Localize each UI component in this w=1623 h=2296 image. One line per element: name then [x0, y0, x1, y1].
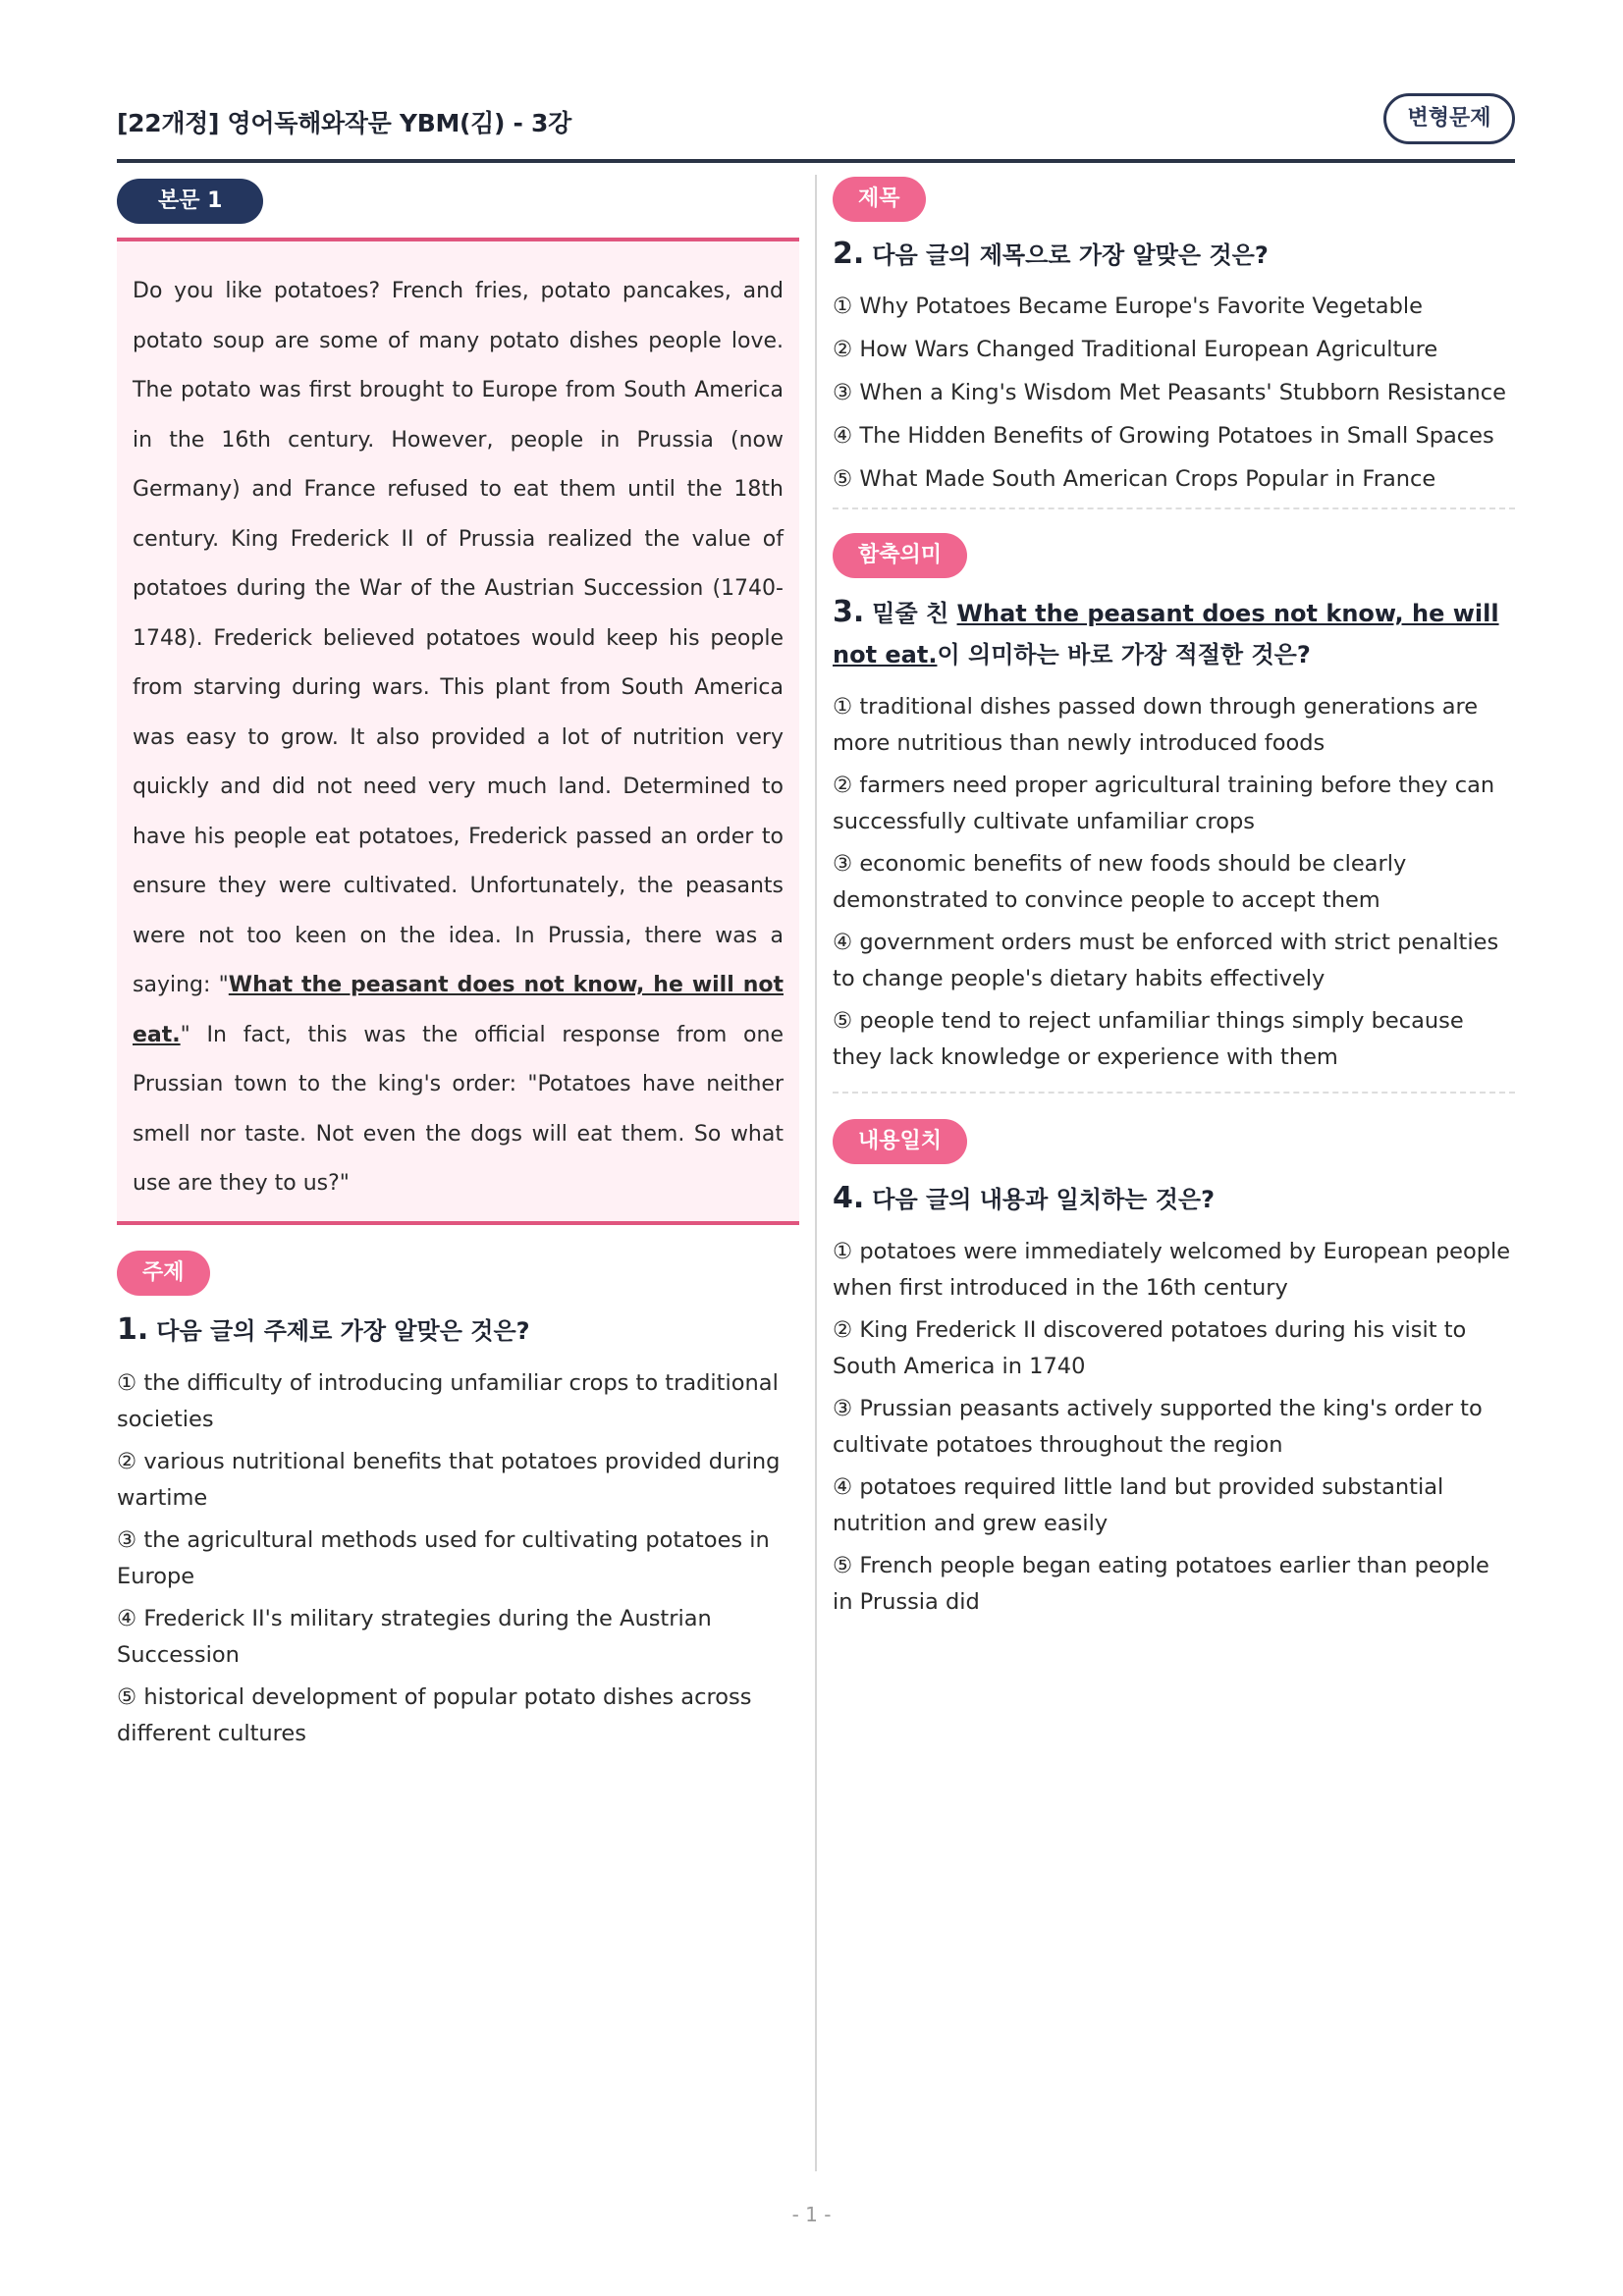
- q1-option-3[interactable]: ③ the agricultural methods used for cultivating potatoes in Europe: [117, 1526, 770, 1589]
- type-badge: 변형문제: [1383, 93, 1515, 144]
- q4-option-4[interactable]: ④ potatoes required little land but provided substantial nutrition and grew easily: [833, 1474, 1444, 1536]
- left-column: [117, 179, 799, 1758]
- q3-prompt-after: 이 의미하는 바로 가장 적절한 것은?: [937, 641, 1311, 668]
- q4-option-1[interactable]: ① potatoes were immediately welcomed by European people when first introduced in the 16th century: [833, 1239, 1511, 1301]
- q3-tag: 함축의미: [833, 533, 967, 578]
- q1-number: 1.: [117, 1311, 149, 1347]
- q4-options: [833, 1234, 1515, 1621]
- q4-prompt: 다음 글의 내용과 일치하는 것은?: [872, 1186, 1216, 1213]
- question-4: [833, 1119, 1515, 1621]
- q2-title: [833, 234, 1515, 276]
- passage-underlined-saying: What the peasant does not know, he will not eat.: [133, 973, 784, 1047]
- column-divider: [815, 175, 817, 2171]
- divider-q3-q4: [833, 1092, 1515, 1094]
- page-title: [22개정] 영어독해와작문 YBM(김) - 3강: [117, 109, 571, 137]
- passage-label: 본문 1: [117, 179, 263, 224]
- divider-q2-q3: [833, 507, 1515, 509]
- question-1: [117, 1251, 799, 1752]
- q2-option-1[interactable]: ① Why Potatoes Became Europe's Favorite Vegetable: [833, 294, 1423, 319]
- q4-number: 4.: [833, 1181, 865, 1215]
- q2-tag: 제목: [833, 177, 926, 222]
- q3-prompt-underlined: What the peasant does not know, he will not eat.: [833, 600, 1499, 668]
- q4-option-2[interactable]: ② King Frederick II discovered potatoes during his visit to South America in 1740: [833, 1317, 1467, 1379]
- page-header: [117, 94, 1515, 163]
- q4-tag: 내용일치: [833, 1119, 967, 1164]
- q3-number: 3.: [833, 595, 865, 629]
- question-2: [833, 177, 1515, 498]
- passage-box: [117, 238, 799, 1225]
- q3-option-1[interactable]: ① traditional dishes passed down through generations are more nutritious than newly introduced foods: [833, 694, 1479, 756]
- passage-text-after: " In fact, this was the official response from one Prussian town to the king's order: "Potatoes have neither smell nor taste. Not even the dogs will eat them. So what use are they to us?": [133, 1022, 784, 1196]
- q4-option-3[interactable]: ③ Prussian peasants actively supported the king's order to cultivate potatoes throughout the region: [833, 1396, 1483, 1458]
- q3-prompt-before: 밑줄 친: [872, 600, 957, 627]
- question-3: [833, 533, 1515, 1076]
- q1-option-2[interactable]: ② various nutritional benefits that potatoes provided during wartime: [117, 1448, 781, 1511]
- q1-prompt: 다음 글의 주제로 가장 알맞은 것은?: [156, 1316, 530, 1345]
- q3-option-3[interactable]: ③ economic benefits of new foods should be clearly demonstrated to convince people to accept them: [833, 851, 1407, 913]
- q2-option-2[interactable]: ② How Wars Changed Traditional European Agriculture: [833, 337, 1438, 362]
- q4-option-5[interactable]: ⑤ French people began eating potatoes earlier than people in Prussia did: [833, 1553, 1489, 1615]
- q4-title: [833, 1178, 1515, 1220]
- q2-options: [833, 288, 1515, 498]
- q3-title: [833, 592, 1515, 675]
- q2-option-4[interactable]: ④ The Hidden Benefits of Growing Potatoes in Small Spaces: [833, 423, 1494, 449]
- q3-option-5[interactable]: ⑤ people tend to reject unfamiliar things simply because they lack knowledge or experience with them: [833, 1008, 1464, 1070]
- q3-option-4[interactable]: ④ government orders must be enforced with strict penalties to change people's dietary habits effectively: [833, 930, 1499, 991]
- q1-option-4[interactable]: ④ Frederick II's military strategies during the Austrian Succession: [117, 1605, 712, 1668]
- q1-option-1[interactable]: ① the difficulty of introducing unfamiliar crops to traditional societies: [117, 1369, 779, 1432]
- q1-title: [117, 1309, 799, 1352]
- q2-number: 2.: [833, 237, 865, 271]
- q2-option-5[interactable]: ⑤ What Made South American Crops Popular in France: [833, 466, 1436, 492]
- q2-option-3[interactable]: ③ When a King's Wisdom Met Peasants' Stubborn Resistance: [833, 380, 1506, 405]
- page-number: - 1 -: [791, 2203, 832, 2226]
- q3-option-2[interactable]: ② farmers need proper agricultural training before they can successfully cultivate unfamiliar crops: [833, 773, 1495, 834]
- q1-option-5[interactable]: ⑤ historical development of popular potato dishes across different cultures: [117, 1683, 752, 1746]
- q1-options: [117, 1365, 799, 1752]
- q2-prompt: 다음 글의 제목으로 가장 알맞은 것은?: [872, 241, 1269, 269]
- passage-text-before: Do you like potatoes? French fries, potato pancakes, and potato soup are some of many potato dishes people love. The potato was first brought to Europe from South America in the 16th century. However, people in Prussia (now Germany) and France refused to eat them until the 18th century. King Frederick II of Prussia realized the value of potatoes during the War of the Austrian Succession (1740-1748). Frederick believed potatoes would keep his people from starving during wars. This plant from South America was easy to grow. It also provided a lot of nutrition very quickly and did not need very much land. Determined to have his people eat potatoes, Frederick passed an order to ensure they were cultivated. Unfortunately, the peasants were not too keen on the idea. In Prussia, there was a saying: ": [133, 279, 784, 997]
- q3-options: [833, 689, 1515, 1076]
- right-column: [833, 177, 1515, 1627]
- passage-text: [133, 267, 784, 1209]
- q1-tag: 주제: [117, 1251, 210, 1296]
